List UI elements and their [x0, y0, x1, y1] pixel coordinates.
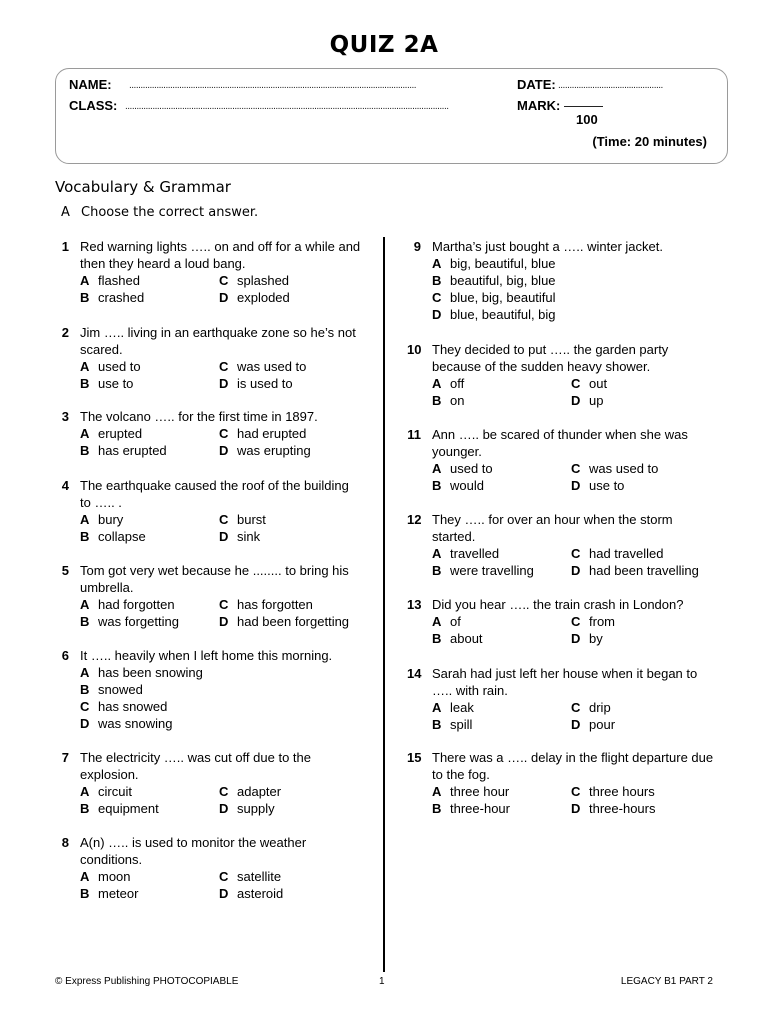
option-letter: B — [432, 631, 442, 646]
option-text: exploded — [237, 290, 290, 305]
option-letter: A — [432, 700, 442, 715]
option-letter: D — [571, 631, 581, 646]
answer-option-a[interactable] — [80, 358, 141, 375]
option-letter: D — [80, 716, 90, 731]
question-number: 12 — [407, 512, 422, 527]
option-letter: A — [432, 376, 442, 391]
answer-option-d[interactable] — [219, 375, 293, 392]
option-letter: A — [432, 546, 442, 561]
answer-option-c[interactable] — [219, 868, 281, 885]
option-letter: D — [571, 393, 581, 408]
question-stem — [80, 749, 311, 783]
option-text: out — [589, 376, 608, 391]
question-stem — [80, 477, 349, 511]
option-text: meteor — [98, 886, 139, 901]
option-text: was snowing — [98, 716, 173, 731]
answer-option-d[interactable] — [571, 562, 699, 579]
answer-option-c[interactable] — [571, 545, 663, 562]
answer-option-b[interactable] — [80, 289, 144, 306]
option-text: use to — [98, 376, 134, 391]
answer-option-a[interactable] — [80, 596, 175, 613]
option-text: leak — [450, 700, 474, 715]
option-text: was used to — [237, 359, 307, 374]
answer-option-d[interactable] — [571, 477, 624, 494]
question-stem — [432, 596, 683, 613]
answer-option-a[interactable] — [80, 272, 140, 289]
answer-option-d[interactable] — [219, 289, 290, 306]
option-text: used to — [98, 359, 141, 374]
option-text: big, beautiful, blue — [450, 256, 556, 271]
question-stem-line: to ….. . — [80, 495, 122, 510]
option-letter: B — [80, 443, 90, 458]
option-text: burst — [237, 512, 266, 527]
option-letter: C — [80, 699, 90, 714]
answer-option-b[interactable] — [432, 716, 472, 733]
option-text: about — [450, 631, 483, 646]
option-text: three-hour — [450, 801, 510, 816]
answer-option-a[interactable] — [80, 425, 142, 442]
question-stem-line: Sarah had just left her house when it began to — [432, 666, 698, 681]
option-letter: C — [219, 273, 229, 288]
option-letter: C — [571, 614, 581, 629]
option-text: is used to — [237, 376, 293, 391]
question-stem-line: Ann ….. be scared of thunder when she was — [432, 427, 688, 442]
page-title: QUIZ 2A — [329, 32, 439, 58]
question-number: 14 — [407, 666, 422, 681]
option-letter: C — [219, 426, 229, 441]
question-stem-line: Tom got very wet because he ........ to bring his — [80, 563, 349, 578]
option-text: drip — [589, 700, 611, 715]
option-letter: B — [80, 801, 90, 816]
question-number: 9 — [413, 239, 421, 254]
answer-option-a[interactable] — [80, 783, 132, 800]
answer-option-c[interactable] — [571, 783, 655, 800]
option-letter: A — [432, 784, 442, 799]
class-label: CLASS: — [69, 98, 118, 113]
option-letter: A — [432, 256, 442, 271]
question-stem — [80, 562, 349, 596]
answer-option-d[interactable] — [571, 800, 655, 817]
option-letter: C — [571, 376, 581, 391]
option-text: of — [450, 614, 461, 629]
option-text: adapter — [237, 784, 282, 799]
option-letter: B — [432, 563, 442, 578]
answer-option-c[interactable] — [219, 425, 306, 442]
option-letter: D — [219, 886, 229, 901]
answer-option-a[interactable] — [432, 613, 461, 630]
answer-option-b[interactable] — [80, 885, 138, 902]
option-letter: B — [80, 614, 90, 629]
option-letter: D — [219, 529, 229, 544]
question-stem-line: ….. with rain. — [432, 683, 508, 698]
option-text: flashed — [98, 273, 140, 288]
question-number: 6 — [61, 648, 69, 663]
option-text: bury — [98, 512, 124, 527]
option-text: had been travelling — [589, 563, 699, 578]
option-text: erupted — [98, 426, 143, 441]
option-text: equipment — [98, 801, 159, 816]
question-number: 4 — [61, 478, 69, 493]
option-letter: D — [219, 614, 229, 629]
question-number: 10 — [407, 342, 422, 357]
question-stem-line: to the fog. — [432, 767, 490, 782]
option-text: would — [450, 478, 484, 493]
question-number: 8 — [61, 835, 69, 850]
option-letter: D — [219, 443, 229, 458]
question-number: 3 — [61, 409, 69, 424]
question-number: 1 — [61, 239, 69, 254]
mark-fraction-line: ——— — [564, 98, 603, 113]
answer-option-b[interactable] — [432, 477, 484, 494]
answer-option-b[interactable] — [432, 630, 483, 647]
answer-option-d[interactable] — [432, 306, 556, 323]
answer-option-c[interactable] — [571, 375, 607, 392]
option-text: by — [589, 631, 603, 646]
answer-option-b[interactable] — [432, 272, 556, 289]
question-stem — [80, 238, 360, 272]
question-stem-line: explosion. — [80, 767, 139, 782]
option-text: satellite — [237, 869, 282, 884]
option-letter: A — [80, 665, 90, 680]
option-letter: D — [571, 563, 581, 578]
time-limit: (Time: 20 minutes) — [592, 134, 707, 149]
option-letter: D — [219, 376, 229, 391]
question-stem-line: The earthquake caused the roof of the building — [80, 478, 349, 493]
option-text: supply — [237, 801, 275, 816]
question-stem-line: Martha’s just bought a ….. winter jacket. — [432, 239, 663, 254]
question-stem-line: scared. — [80, 342, 123, 357]
answer-option-a[interactable] — [432, 460, 493, 477]
option-letter: B — [432, 393, 442, 408]
option-letter: B — [80, 529, 90, 544]
question-stem-line: There was a ….. delay in the flight departure due — [432, 750, 714, 765]
answer-option-a[interactable] — [432, 783, 509, 800]
answer-option-a[interactable] — [80, 664, 203, 681]
option-letter: C — [432, 290, 442, 305]
section-title: Vocabulary & Grammar — [55, 178, 231, 196]
option-text: has erupted — [98, 443, 167, 458]
answer-option-a[interactable] — [432, 255, 556, 272]
question-stem — [80, 834, 306, 868]
instruction-letter: A — [61, 205, 70, 220]
instruction-text: Choose the correct answer. — [81, 205, 259, 220]
question-number: 13 — [407, 597, 422, 612]
footer-page-number: 1 — [379, 976, 385, 987]
option-letter: B — [80, 290, 90, 305]
option-text: circuit — [98, 784, 132, 799]
option-text: up — [589, 393, 604, 408]
answer-option-a[interactable] — [80, 868, 131, 885]
option-letter: D — [432, 307, 442, 322]
answer-option-c[interactable] — [80, 698, 167, 715]
mark-label: MARK: — [517, 98, 561, 113]
option-text: has been snowing — [98, 665, 203, 680]
answer-option-a[interactable] — [432, 699, 474, 716]
answer-option-c[interactable] — [219, 511, 266, 528]
option-letter: A — [80, 426, 90, 441]
option-letter: C — [219, 784, 229, 799]
option-text: was used to — [589, 461, 659, 476]
option-letter: D — [571, 717, 581, 732]
option-text: on — [450, 393, 465, 408]
answer-option-c[interactable] — [219, 596, 313, 613]
question-stem-line: It ….. heavily when I left home this morning. — [80, 648, 333, 663]
option-text: had forgotten — [98, 597, 175, 612]
option-text: travelled — [450, 546, 500, 561]
option-letter: D — [571, 801, 581, 816]
option-text: had been forgetting — [237, 614, 350, 629]
option-letter: A — [80, 784, 90, 799]
name-field[interactable]: .............................................................................................................................. — [129, 80, 417, 91]
option-text: was erupting — [237, 443, 311, 458]
option-text: three hour — [450, 784, 510, 799]
question-stem-line: They ….. for over an hour when the storm — [432, 512, 673, 527]
mark-total: 100 — [576, 112, 598, 127]
option-letter: C — [571, 700, 581, 715]
answer-option-d[interactable] — [571, 716, 615, 733]
option-text: blue, beautiful, big — [450, 307, 556, 322]
option-text: had travelled — [589, 546, 664, 561]
question-number: 7 — [61, 750, 69, 765]
option-text: snowed — [98, 682, 143, 697]
question-stem — [80, 647, 332, 664]
question-stem-line: They decided to put ….. the garden party — [432, 342, 669, 357]
name-label: NAME: — [69, 77, 112, 92]
question-stem — [432, 426, 688, 460]
instruction — [61, 205, 258, 220]
question-stem — [432, 238, 663, 255]
question-stem-line: started. — [432, 529, 476, 544]
option-text: had erupted — [237, 426, 307, 441]
column-divider — [383, 237, 385, 972]
option-letter: A — [432, 614, 442, 629]
answer-option-c[interactable] — [219, 358, 306, 375]
question-stem-line: The volcano ….. for the first time in 1897. — [80, 409, 318, 424]
option-letter: C — [571, 546, 581, 561]
answer-option-c[interactable] — [219, 272, 289, 289]
option-text: collapse — [98, 529, 146, 544]
option-text: spill — [450, 717, 473, 732]
option-letter: C — [219, 359, 229, 374]
question-stem — [80, 324, 356, 358]
option-text: three-hours — [589, 801, 656, 816]
question-stem — [432, 511, 673, 545]
question-stem — [80, 408, 318, 425]
option-letter: A — [80, 273, 90, 288]
option-text: pour — [589, 717, 616, 732]
question-stem — [432, 341, 668, 375]
option-text: was forgetting — [98, 614, 179, 629]
option-letter: B — [432, 717, 442, 732]
option-text: were travelling — [450, 563, 534, 578]
option-letter: A — [80, 359, 90, 374]
student-info-box — [55, 68, 728, 164]
answer-option-d[interactable] — [219, 528, 260, 545]
answer-option-b[interactable] — [432, 562, 534, 579]
question-stem-line: Jim ….. living in an earthquake zone so he’s not — [80, 325, 356, 340]
answer-option-b[interactable] — [432, 800, 510, 817]
answer-option-a[interactable] — [80, 511, 123, 528]
option-letter: D — [219, 801, 229, 816]
question-stem-line: conditions. — [80, 852, 143, 867]
answer-option-d[interactable] — [80, 715, 172, 732]
answer-option-b[interactable] — [80, 528, 146, 545]
option-letter: C — [571, 461, 581, 476]
option-text: has snowed — [98, 699, 168, 714]
date-field[interactable]: .............................................. — [558, 80, 663, 91]
answer-option-b[interactable] — [80, 681, 143, 698]
answer-option-c[interactable] — [571, 460, 658, 477]
option-letter: B — [432, 273, 442, 288]
option-text: off — [450, 376, 465, 391]
question-stem-line: A(n) ….. is used to monitor the weather — [80, 835, 307, 850]
answer-option-c[interactable] — [219, 783, 281, 800]
footer-copyright: © Express Publishing PHOTOCOPIABLE — [55, 976, 239, 987]
question-number: 15 — [407, 750, 422, 765]
question-stem-line: Red warning lights ….. on and off for a while and — [80, 239, 361, 254]
option-letter: A — [432, 461, 442, 476]
option-text: three hours — [589, 784, 655, 799]
option-letter: B — [432, 478, 442, 493]
option-letter: B — [80, 376, 90, 391]
question-stem — [432, 749, 713, 783]
question-stem-line: umbrella. — [80, 580, 134, 595]
option-text: moon — [98, 869, 131, 884]
option-text: use to — [589, 478, 625, 493]
option-letter: A — [80, 869, 90, 884]
answer-option-b[interactable] — [80, 442, 167, 459]
option-letter: B — [80, 682, 90, 697]
answer-option-c[interactable] — [571, 699, 611, 716]
option-letter: C — [571, 784, 581, 799]
option-letter: B — [432, 801, 442, 816]
question-stem-line: then they heard a loud bang. — [80, 256, 246, 271]
footer-book-title: LEGACY B1 PART 2 — [620, 976, 713, 987]
option-letter: C — [219, 597, 229, 612]
option-text: asteroid — [237, 886, 284, 901]
answer-option-d[interactable] — [219, 613, 349, 630]
question-stem-line: because of the sudden heavy shower. — [432, 359, 651, 374]
question-number: 2 — [61, 325, 69, 340]
option-text: crashed — [98, 290, 145, 305]
answer-option-a[interactable] — [432, 545, 499, 562]
option-text: blue, big, beautiful — [450, 290, 556, 305]
option-text: beautiful, big, blue — [450, 273, 556, 288]
answer-option-d[interactable] — [571, 392, 603, 409]
option-text: used to — [450, 461, 493, 476]
option-letter: C — [219, 869, 229, 884]
option-text: splashed — [237, 273, 290, 288]
option-letter: B — [80, 886, 90, 901]
question-number: 11 — [407, 427, 421, 442]
option-text: from — [589, 614, 615, 629]
answer-option-a[interactable] — [432, 375, 464, 392]
answer-option-b[interactable] — [80, 613, 179, 630]
answer-option-c[interactable] — [571, 613, 615, 630]
question-stem-line: younger. — [432, 444, 482, 459]
answer-option-b[interactable] — [80, 375, 133, 392]
date-label: DATE: — [517, 77, 556, 92]
answer-option-d[interactable] — [219, 442, 311, 459]
option-letter: D — [219, 290, 229, 305]
answer-option-b[interactable] — [80, 800, 159, 817]
option-text: sink — [237, 529, 261, 544]
option-letter: A — [80, 512, 90, 527]
question-stem — [432, 665, 697, 699]
question-stem-line: Did you hear ….. the train crash in London? — [432, 597, 684, 612]
answer-option-d[interactable] — [571, 630, 603, 647]
option-text: has forgotten — [237, 597, 313, 612]
question-number: 5 — [61, 563, 69, 578]
answer-option-d[interactable] — [219, 800, 275, 817]
option-letter: A — [80, 597, 90, 612]
answer-option-d[interactable] — [219, 885, 283, 902]
option-letter: D — [571, 478, 581, 493]
class-field[interactable]: .............................................................................................................................................. — [125, 101, 449, 112]
answer-option-c[interactable] — [432, 289, 556, 306]
question-stem-line: The electricity ….. was cut off due to the — [80, 750, 311, 765]
answer-option-b[interactable] — [432, 392, 464, 409]
option-letter: C — [219, 512, 229, 527]
